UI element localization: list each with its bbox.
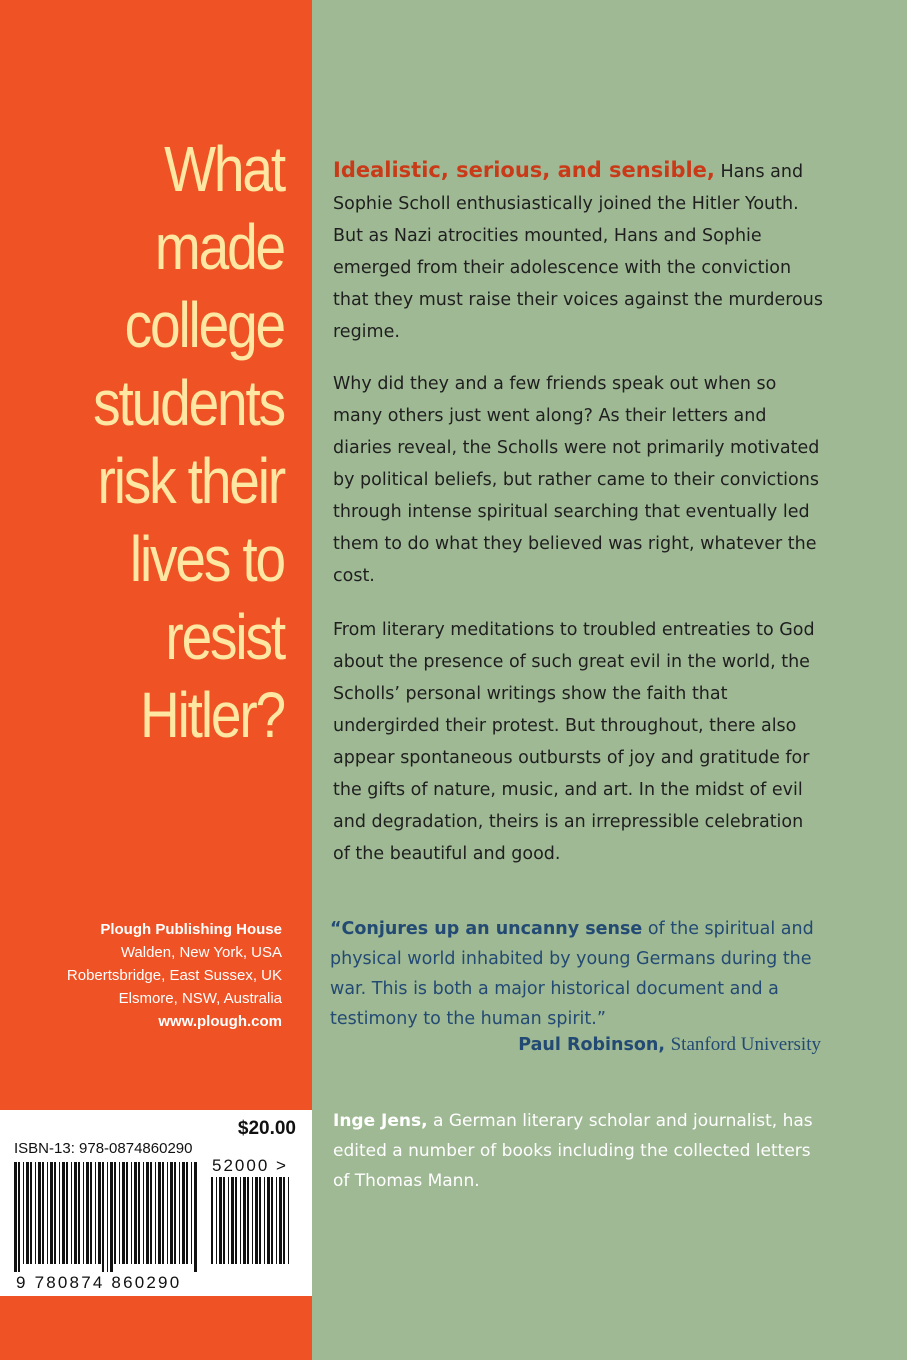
quote-text: of the spiritual and physical world inhabited by young Germans during the war. This is both a major historical document and a testimony to the human spirit.”: [330, 919, 814, 1029]
price: $20.00: [237, 1118, 296, 1139]
barcode-bar: [158, 1162, 161, 1264]
barcode-bar: [252, 1177, 253, 1264]
barcode-bar: [243, 1177, 246, 1264]
barcode-bar: [231, 1177, 234, 1264]
barcode-bar: [59, 1162, 60, 1264]
barcode-bar: [83, 1162, 84, 1264]
barcode-bar: [95, 1162, 96, 1264]
barcode-bar: [47, 1162, 48, 1264]
barcode-bar: [114, 1162, 116, 1264]
barcode-bar: [271, 1177, 273, 1264]
barcode-bar: [66, 1162, 68, 1264]
addon-number: 52000 >: [212, 1156, 288, 1175]
barcode-bar: [62, 1162, 65, 1264]
barcode-bar: [146, 1162, 149, 1264]
barcode-bar: [288, 1177, 289, 1264]
barcode-bar: [138, 1162, 140, 1264]
barcode-bar: [90, 1162, 92, 1264]
barcode-bar: [283, 1177, 285, 1264]
barcode-bar: [107, 1162, 108, 1272]
barcode-bar: [228, 1177, 229, 1264]
quote-author: Paul Robinson,: [518, 1035, 666, 1055]
headline-line: students: [93, 367, 284, 439]
barcode-bar: [26, 1162, 29, 1264]
headline-line: risk their: [97, 445, 284, 517]
publisher-location: Walden, New York, USA: [120, 944, 282, 961]
ean-barcode: [14, 1162, 200, 1272]
barcode-bar: [150, 1162, 152, 1264]
barcode-box: [0, 1110, 312, 1296]
publisher-name: Plough Publishing House: [100, 921, 282, 938]
description-paragraph-3: From literary meditations to troubled entreaties to God about the presence of such great evil in the world, the Scholls’ personal writings show the faith that undergirded their protest. But throughout, there also appear spontaneous outbursts of joy and gratitude for the gifts of nature, music, and art. In the midst of evil and degradation, theirs is an irrepressible celebration of the beautiful and good.: [333, 620, 815, 864]
barcode-bar: [167, 1162, 168, 1264]
barcode-bar: [50, 1162, 53, 1264]
barcode-bar: [131, 1162, 132, 1264]
barcode-bar: [267, 1177, 270, 1264]
barcode-bar: [155, 1162, 156, 1264]
headline-line: Hitler?: [140, 679, 284, 751]
barcode-bar: [102, 1162, 104, 1272]
headline-line: resist: [165, 601, 284, 673]
barcode-bar: [54, 1162, 56, 1264]
barcode-bar: [86, 1162, 89, 1264]
barcode-bar: [219, 1177, 222, 1264]
publisher-info: [2, 918, 282, 1033]
barcode-bar: [30, 1162, 32, 1264]
author-name: Inge Jens,: [333, 1111, 428, 1131]
barcode-bar: [74, 1162, 77, 1264]
addon-barcode: [211, 1177, 293, 1272]
barcode-bar: [110, 1162, 113, 1272]
barcode-bar: [247, 1177, 249, 1264]
author-bio: [333, 1106, 823, 1196]
publisher-location: Robertsbridge, East Sussex, UK: [66, 967, 282, 984]
barcode-bar: [98, 1162, 101, 1264]
isbn-label: ISBN-13: 978-0874860290: [14, 1140, 193, 1157]
quote-affiliation: Stanford University: [670, 1034, 821, 1055]
barcode-bar: [194, 1162, 197, 1272]
quote-attribution: [518, 1034, 821, 1056]
description-text: Hans and Sophie Scholl enthusiastically joined the Hitler Youth. But as Nazi atrocities mounted, Hans and Sophie emerged from their adolescence with the conviction that they must raise their voices against the murderous regime.: [333, 162, 823, 342]
barcode-bar: [126, 1162, 128, 1264]
headline-line: What: [164, 133, 284, 205]
barcode-bar: [18, 1162, 20, 1272]
barcode-bar: [119, 1162, 120, 1264]
barcode-bar: [216, 1177, 217, 1264]
barcode-bar: [276, 1177, 277, 1264]
barcode-bar: [14, 1162, 17, 1272]
description-lead: Idealistic, serious, and sensible,: [333, 158, 715, 182]
description-paragraph-1: [333, 154, 825, 348]
headline-line: made: [154, 211, 284, 283]
barcode-bar: [235, 1177, 237, 1264]
barcode-bar: [35, 1162, 36, 1264]
barcode-bar: [143, 1162, 144, 1264]
publisher-location: Elsmore, NSW, Australia: [118, 990, 282, 1007]
barcode-bar: [255, 1177, 258, 1264]
barcode-bar: [186, 1162, 188, 1264]
barcode-bar: [223, 1177, 225, 1264]
barcode-bar: [162, 1162, 164, 1264]
barcode-bar: [122, 1162, 125, 1264]
barcode-bar: [71, 1162, 72, 1264]
barcode-bar: [42, 1162, 44, 1264]
quote-lead: “Conjures up an uncanny sense: [330, 919, 643, 939]
review-quote: [330, 914, 825, 1034]
barcode-bar: [78, 1162, 80, 1264]
left-panel: [0, 0, 312, 1360]
description-paragraph-2: Why did they and a few friends speak out when so many others just went along? As their letters and diaries reveal, the Scholls were not primarily motivated by political beliefs, but rather came to their convictions through intense spiritual searching that eventually led them to do what they believed was right, whatever the cost.: [333, 374, 820, 586]
headline: [52, 130, 284, 754]
author-bio-text: a German literary scholar and journalist, has edited a number of books including the collected letters of Thomas Mann.: [333, 1111, 813, 1191]
barcode-bar: [264, 1177, 265, 1264]
publisher-website: www.plough.com: [158, 1013, 282, 1030]
ean-number: 9 780874 860290: [16, 1273, 182, 1292]
barcode-bar: [170, 1162, 173, 1264]
barcode-bar: [182, 1162, 185, 1264]
barcode-bar: [38, 1162, 41, 1264]
barcode-bar: [174, 1162, 176, 1264]
barcode-bar: [279, 1177, 282, 1264]
barcode-bar: [179, 1162, 180, 1264]
barcode-bar: [211, 1177, 213, 1264]
barcode-bar: [191, 1162, 192, 1264]
barcode-bar: [259, 1177, 261, 1264]
barcode-bar: [23, 1162, 24, 1264]
headline-line: college: [124, 289, 284, 361]
headline-line: lives to: [129, 523, 284, 595]
barcode-bar: [240, 1177, 241, 1264]
barcode-bar: [134, 1162, 137, 1264]
